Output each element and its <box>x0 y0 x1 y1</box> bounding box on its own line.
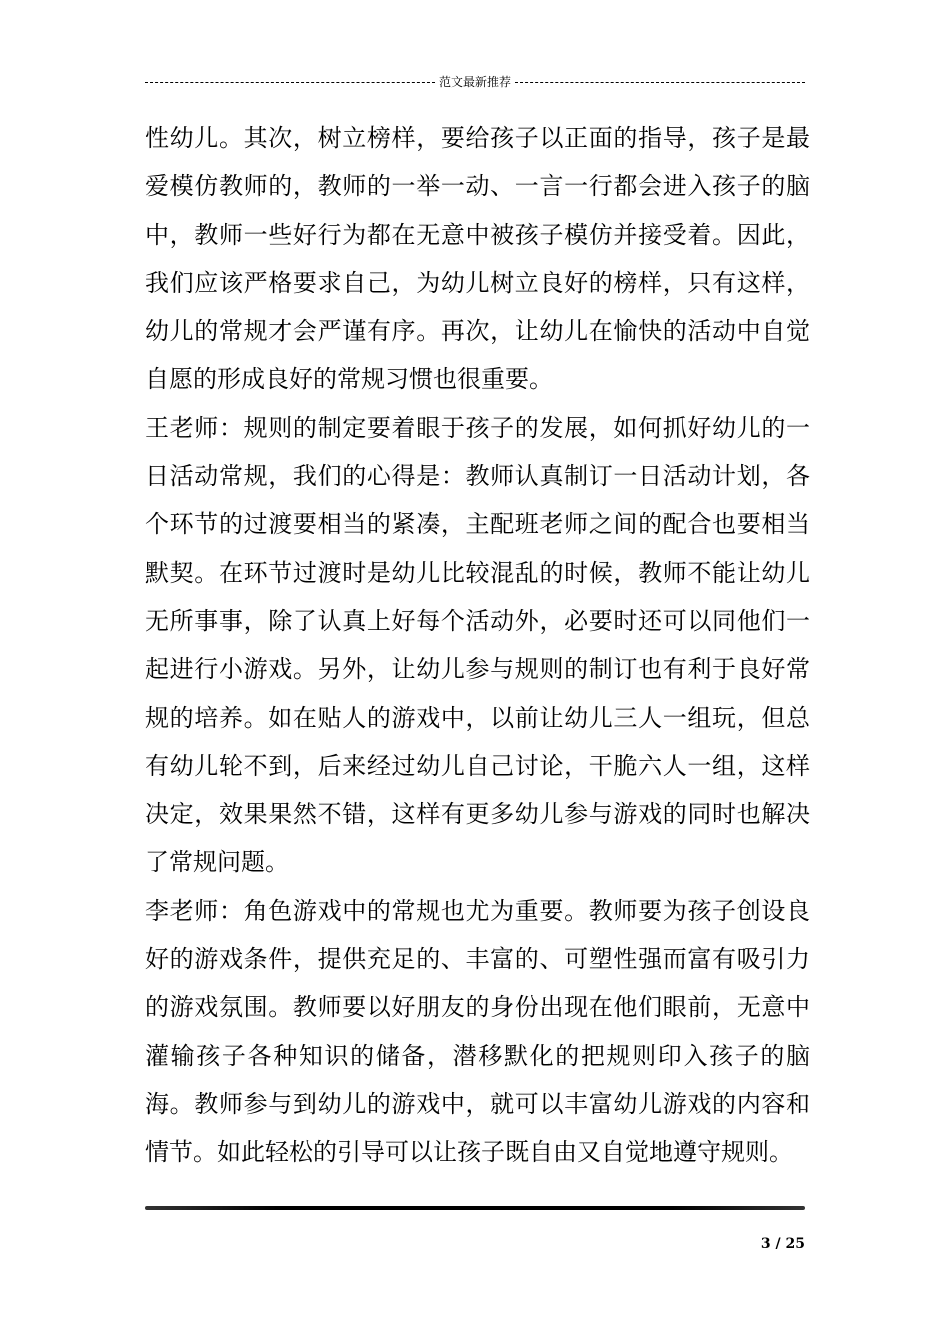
page-header <box>145 72 805 92</box>
document-body <box>145 114 810 1177</box>
page-number: 3 / 25 <box>760 1236 805 1252</box>
header-dash-right <box>515 82 805 83</box>
header-title: 范文最新推荐 <box>439 75 512 89</box>
paragraph-1: 性幼儿。其次，树立榜样，要给孩子以正面的指导，孩子是最爱模仿教师的，教师的一举一动、一言一行都会进入孩子的脑中，教师一些好行为都在无意中被孩子模仿并接受着。因此，我们应该严格要求自己，为幼儿树立良好的榜样，只有这样，幼儿的常规才会严谨有序。再次，让幼儿在愉快的活动中自觉自愿的形成良好的常规习惯也很重要。 <box>145 124 810 394</box>
paragraph-2: 王老师：规则的制定要着眼于孩子的发展，如何抓好幼儿的一日活动常规，我们的心得是：教师认真制订一日活动计划，各个环节的过渡要相当的紧凑，主配班老师之间的配合也要相当默契。在环节过渡时是幼儿比较混乱的时候，教师不能让幼儿无所事事，除了认真上好每个活动外，必要时还可以同他们一起进行小游戏。另外，让幼儿参与规则的制订也有利于良好常规的培养。如在贴人的游戏中，以前让幼儿三人一组玩，但总有幼儿轮不到，后来经过幼儿自己讨论，干脆六人一组，这样决定，效果果然不错，这样有更多幼儿参与游戏的同时也解决了常规问题。 <box>145 413 810 877</box>
paragraph-3: 李老师：角色游戏中的常规也尤为重要。教师要为孩子创设良好的游戏条件，提供充足的、丰富的、可塑性强而富有吸引力的游戏氛围。教师要以好朋友的身份出现在他们眼前，无意中灌输孩子各种知识的储备，潜移默化的把规则印入孩子的脑海。教师参与到幼儿的游戏中，就可以丰富幼儿游戏的内容和情节。如此轻松的引导可以让孩子既自由又自觉地遵守规则。 <box>145 896 810 1167</box>
footer-divider <box>145 1206 805 1210</box>
header-dash-left <box>145 82 435 83</box>
